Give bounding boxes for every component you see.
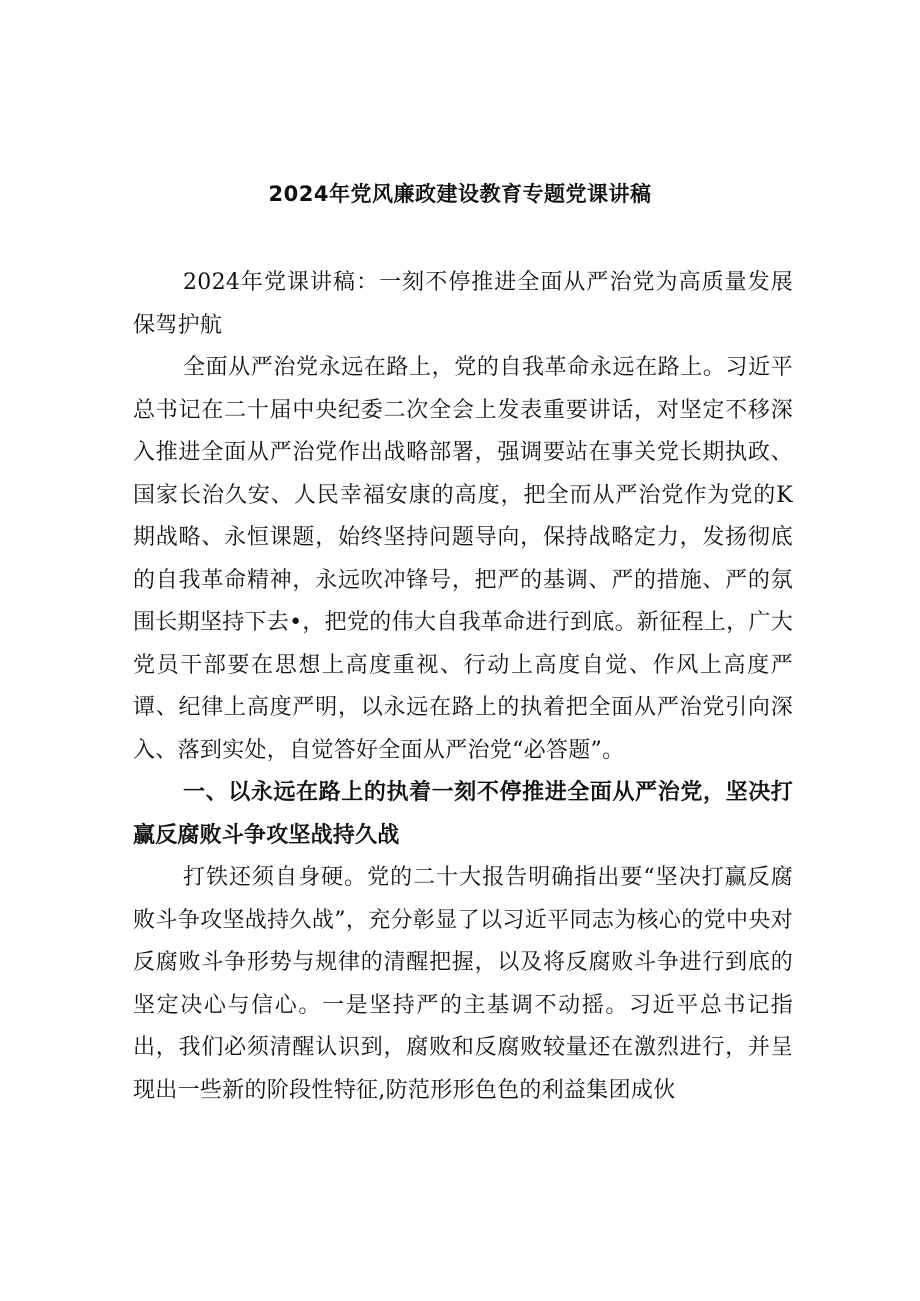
document-title: 2024年党风廉政建设教育专题党课讲稿 [268, 182, 652, 206]
section-1-paragraph: 打铁还须自身硬。党的二十大报告明确指出要“坚决打赢反腐败斗争攻坚战持久战”，充分彰显了以习近平同志为核心的党中央对反腐败斗争形势与规律的清醒把握，以及将反腐败斗争进行到底的坚定决心与信心。一是坚持严的主基调不动摇。习近平总书记指出，我们必须清醒认识到，腐败和反腐败较量还在激烈进行，并呈现出一些新的阶段性特征,防范形形色色的利益集团成伙 [133, 865, 793, 1103]
document-body [133, 262, 793, 1112]
section-heading-1: 一、以永远在路上的执着一刻不停推进全面从严治党，坚决打赢反腐败斗争攻坚战持久战 [133, 780, 793, 848]
subtitle-paragraph: 2024年党课讲稿：一刻不停推进全面从严治党为高质量发展保驾护航 [133, 270, 793, 338]
intro-paragraph: 全面从严治党永远在路上，党的自我革命永远在路上。习近平总书记在二十届中央纪委二次全会上发表重要讲话，对坚定不移深入推进全面从严治党作出战略部署，强调要站在事关党长期执政、国家长治久安、人民幸福安康的高度，把全而从严治党作为党的K期战略、永恒课题，始终坚持问题导向，保持战略定力，发扬彻底的自我革命精神，永远吹冲锋号，把严的基调、严的措施、严的氛围长期坚持下去•，把党的伟大自我革命进行到底。新征程上，广大党员干部要在思想上高度重视、行动上高度自觉、作风上高度严谭、纪律上高度严明，以永远在路上的执着把全面从严治党引向深入、落到实处，自觉答好全面从严治党“必答题”。 [133, 355, 793, 763]
